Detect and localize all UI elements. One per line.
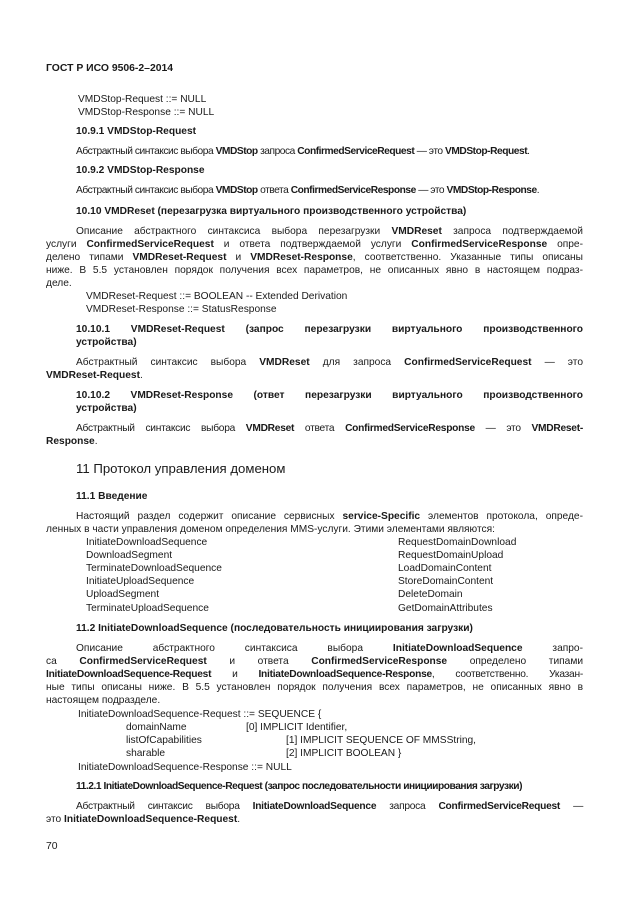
text: Абстрактный синтаксис выбора: [76, 423, 246, 434]
list-item: UploadSegment: [86, 589, 160, 600]
term: service-Specific: [342, 511, 421, 522]
list-item: InitiateUploadSequence: [86, 576, 195, 587]
list-item: LoadDomainContent: [398, 563, 492, 574]
text: запро-: [522, 643, 583, 654]
paragraph-line: [46, 238, 583, 251]
list-item: RequestDomainDownload: [398, 537, 517, 548]
term: VMDStop-Request: [445, 146, 528, 157]
list-item: RequestDomainUpload: [398, 550, 504, 561]
paragraph-line: [46, 251, 583, 264]
term: InitiateDownloadSequence-Request: [64, 814, 238, 825]
text: и: [211, 669, 259, 680]
code-line: InitiateDownloadSequence-Request ::= SEQUENCE {: [78, 709, 322, 720]
text: запроса подтверждаемой: [441, 226, 583, 237]
term: VMDReset: [259, 357, 310, 368]
list-item: GetDomainAttributes: [398, 603, 493, 614]
paragraph-line: ниже. В 5.5 установлен порядок получения всех параметров, не описанных явно в настоящем подраз-: [46, 265, 583, 276]
paragraph-line: [46, 668, 583, 681]
text: .: [139, 370, 143, 381]
text: — это: [531, 357, 583, 368]
paragraph-line: [46, 642, 583, 655]
term: ConfirmedServiceResponse: [345, 423, 475, 434]
term: InitiateDownloadSequence: [392, 643, 523, 654]
term: ConfirmedServiceResponse: [311, 656, 448, 667]
paragraph-line: [46, 369, 143, 382]
text: Абстрактный синтаксис выбора: [76, 801, 253, 812]
section-heading-10-10-2-cont: устройства): [76, 403, 137, 414]
term: VMDReset-Request: [132, 252, 227, 263]
code-line: VMDReset-Request ::= BOOLEAN -- Extended Derivation: [86, 291, 348, 302]
term: VMDReset: [245, 423, 295, 434]
text: запроса: [376, 801, 439, 812]
code-field-name: listOfCapabilities: [126, 735, 202, 746]
text: ответа: [257, 185, 291, 196]
term: InitiateDownloadSequence: [252, 801, 377, 812]
text: са: [46, 656, 80, 667]
code-field-name: sharable: [126, 748, 166, 759]
text: ответа: [294, 423, 346, 434]
list-item: DeleteDomain: [398, 589, 463, 600]
section-heading-10-10-1-cont: устройства): [76, 337, 137, 348]
term: VMDStop: [215, 185, 258, 196]
text: Абстрактный синтаксис выбора: [76, 146, 216, 157]
paragraph-line: [46, 356, 583, 369]
text: — это: [415, 185, 447, 196]
code-line: VMDStop-Response ::= NULL: [78, 107, 215, 118]
paragraph-line: [46, 225, 583, 238]
section-heading-10-10: 10.10 VMDReset (перезагрузка виртуального производственного устройства): [76, 206, 467, 217]
term: VMDReset-: [531, 423, 584, 434]
paragraph-line: деле.: [46, 278, 72, 289]
text: —: [560, 801, 584, 812]
paragraph-line: [46, 510, 583, 523]
text: и: [226, 252, 251, 263]
section-heading-11-1: 11.1 Введение: [76, 491, 148, 502]
text: .: [237, 814, 241, 825]
paragraph-line: ные типы описаны ниже. В 5.5 установлен порядок получения всех параметров, не описанных явно в: [46, 682, 583, 693]
term: VMDStop-Response: [446, 185, 537, 196]
term: InitiateDownloadSequence-Request: [46, 669, 212, 680]
text: делено типами: [46, 252, 133, 263]
paragraph-10-9-2: [76, 184, 539, 197]
term: ConfirmedServiceRequest: [297, 146, 415, 157]
term: VMDReset: [391, 226, 442, 237]
text: услуги: [46, 239, 87, 250]
list-item: TerminateDownloadSequence: [86, 563, 222, 574]
paragraph-line: [46, 435, 98, 448]
term: InitiateDownloadSequence-Response: [258, 669, 432, 680]
text: Описание абстрактного синтаксиса выбора: [76, 643, 393, 654]
term: ConfirmedServiceRequest: [404, 357, 532, 368]
term: ConfirmedServiceResponse: [411, 239, 548, 250]
paragraph-line: ленных в части управления доменом определения MMS-услуги. Этими элементами являются:: [46, 524, 495, 535]
section-heading-11: 11 Протокол управления доменом: [76, 461, 286, 476]
section-heading-10-10-2: 10.10.2 VMDReset-Response (ответ перезагрузки виртуального производственного: [76, 390, 583, 401]
text: опре-: [547, 239, 583, 250]
term: ConfirmedServiceResponse: [290, 185, 416, 196]
paragraph-line: [46, 800, 583, 813]
section-heading-11-2-1: 11.2.1 InitiateDownloadSequence-Request (запрос последовательности инициирования загрузки): [76, 781, 523, 792]
text: для запроса: [309, 357, 405, 368]
paragraph-line: настоящем подразделе.: [46, 695, 161, 706]
document-header: ГОСТ Р ИСО 9506-2–2014: [46, 63, 174, 74]
term: ConfirmedServiceRequest: [86, 239, 214, 250]
section-heading-10-9-2: 10.9.2 VMDStop-Response: [76, 165, 205, 176]
text: — это: [414, 146, 446, 157]
text: запроса: [257, 146, 298, 157]
text: определено типами: [447, 656, 584, 667]
text: это: [46, 814, 65, 825]
text: Настоящий раздел содержит описание сервисных: [76, 511, 343, 522]
paragraph-line: [46, 813, 240, 826]
section-heading-11-2: 11.2 InitiateDownloadSequence (последовательность инициирования загрузки): [76, 623, 473, 634]
term: VMDStop: [215, 146, 258, 157]
text: и ответа: [206, 656, 312, 667]
code-line: VMDReset-Response ::= StatusResponse: [86, 304, 277, 315]
text: , соответственно. Указан-: [431, 669, 583, 680]
text: — это: [474, 423, 532, 434]
term: VMDReset-Response: [250, 252, 353, 263]
text: Описание абстрактного синтаксиса выбора перезагрузки: [76, 226, 392, 237]
text: Абстрактный синтаксис выбора: [76, 185, 216, 196]
list-item: TerminateUploadSequence: [86, 603, 209, 614]
section-heading-10-10-1: 10.10.1 VMDReset-Request (запрос перезагрузки виртуального производственного: [76, 324, 583, 335]
code-field-type: [2] IMPLICIT BOOLEAN }: [286, 748, 402, 759]
list-item: StoreDomainContent: [398, 576, 494, 587]
term: VMDReset-Request: [46, 370, 140, 381]
text: .: [527, 146, 530, 157]
term: ConfirmedServiceRequest: [79, 656, 207, 667]
text: .: [94, 436, 98, 447]
code-field-name: domainName: [126, 722, 187, 733]
term: ConfirmedServiceRequest: [438, 801, 561, 812]
text: и ответа подтверждаемой услуги: [213, 239, 412, 250]
text: Абстрактный синтаксис выбора: [76, 357, 260, 368]
code-field-type: [0] IMPLICIT Identifier,: [246, 722, 348, 733]
section-heading-10-9-1: 10.9.1 VMDStop-Request: [76, 126, 197, 137]
code-line: VMDStop-Request ::= NULL: [78, 94, 207, 105]
page-number: 70: [46, 841, 58, 852]
list-item: DownloadSegment: [86, 550, 173, 561]
text: , соответственно. Указанные типы описаны: [352, 252, 583, 263]
paragraph-line: [46, 655, 583, 668]
code-line: InitiateDownloadSequence-Response ::= NULL: [78, 762, 292, 773]
code-field-type: [1] IMPLICIT SEQUENCE OF MMSString,: [286, 735, 477, 746]
paragraph-10-9-1: [76, 145, 530, 158]
text: элементов протокола, опреде-: [420, 511, 583, 522]
list-item: InitiateDownloadSequence: [86, 537, 208, 548]
paragraph-line: [46, 422, 583, 435]
term: Response: [46, 436, 95, 447]
text: .: [536, 185, 540, 196]
